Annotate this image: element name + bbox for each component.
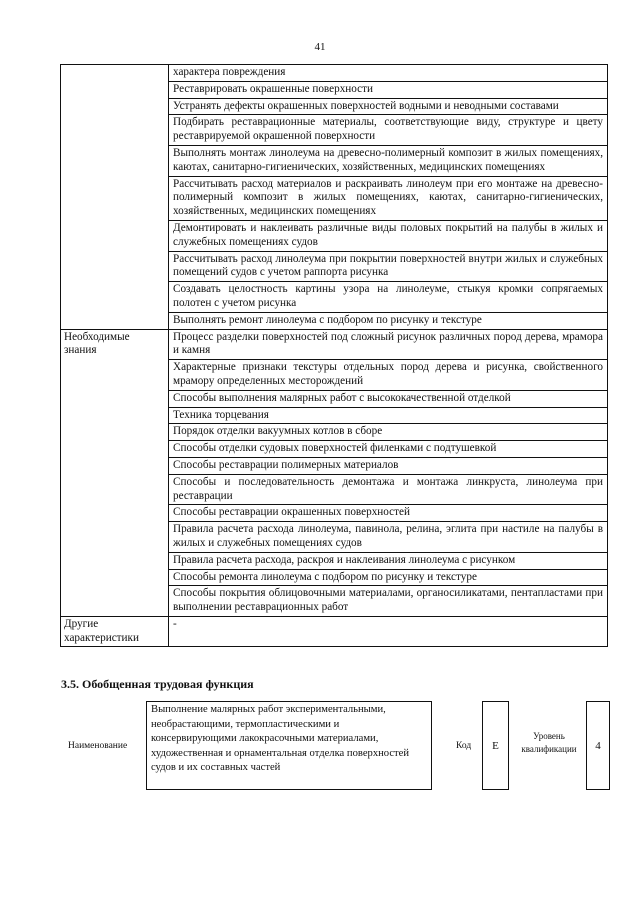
page-number: 41 [314, 41, 326, 53]
row-item-text: Способы реставрации окрашенных поверхностей [169, 505, 608, 522]
row-item-text: Правила расчета расхода, раскроя и наклеивания линолеума с рисунком [169, 552, 608, 569]
row-item-text: Выполнять ремонт линолеума с подбором по рисунку и текстуре [169, 312, 608, 329]
row-item-text: Процесс разделки поверхностей под сложный рисунок различных пород дерева, мрамора и камня [169, 329, 608, 360]
row-item-text: Характерные признаки текстуры отдельных пород дерева и рисунка, свойственного мрамору определенных месторождений [169, 360, 608, 391]
row-item-text: Подбирать реставрационные материалы, соответствующие виду, структуре и цвету реставрируемой окрашенной поверхности [169, 115, 608, 146]
row-item-text: Способы покрытия облицовочными материалами, органосиликатами, пентапластами при выполнении реставрационных работ [169, 586, 608, 617]
qualification-level-value: 4 [586, 701, 610, 790]
table-row [61, 65, 608, 82]
row-item-text: Рассчитывать расход материалов и раскраивать линолеум при его монтаже на древесно-полимерный композит в жилых помещениях, каютах, санитарно-гигиенических, хозяйственных, медицинских помещениях [169, 176, 608, 220]
row-item-text: Выполнять монтаж линолеума на древесно-полимерный композит в жилых помещениях, каютах, санитарно-гигиенических, хозяйственных, медицинских помещениях [169, 145, 608, 176]
row-item-text: Способы реставрации полимерных материалов [169, 457, 608, 474]
row-item-text: Способы и последовательность демонтажа и монтажа линкруста, линолеума при реставрации [169, 474, 608, 505]
row-category-label [61, 65, 169, 330]
qualification-level-label: Уровень квалификации [521, 731, 577, 754]
row-item-text: Рассчитывать расход линолеума при покрытии поверхностей внутри жилых и служебных помещений судов с учетом раппорта рисунка [169, 251, 608, 282]
row-item-text: Создавать целостность картины узора на линолеуме, стыкуя кромки сопрягаемых полотен с учетом рисунка [169, 282, 608, 313]
row-item-text: Устранять дефекты окрашенных поверхностей водными и неводными составами [169, 98, 608, 115]
row-item-text: Реставрировать окрашенные поверхности [169, 81, 608, 98]
name-label: Наименование [68, 741, 128, 751]
row-item-text: Техника торцевания [169, 407, 608, 424]
row-item-text: Правила расчета расхода линолеума, павинола, релина, эглита при настиле на палубы в жилых и служебных помещениях судов [169, 522, 608, 553]
table-row [61, 616, 608, 647]
row-category-label: Другие характеристики [61, 616, 169, 647]
row-item-text: Способы ремонта линолеума с подбором по рисунку и текстуре [169, 569, 608, 586]
competency-table [60, 64, 608, 647]
row-category-label: Необходимые знания [61, 329, 169, 616]
table-row [61, 329, 608, 360]
row-item-text: Демонтировать и наклеивать различные виды половых покрытий на палубы в жилых и служебных помещениях судов [169, 220, 608, 251]
row-item-text: Способы выполнения малярных работ с высококачественной отделкой [169, 390, 608, 407]
section-heading: 3.5. Обобщенная трудовая функция [61, 677, 254, 691]
row-item-text: - [169, 616, 608, 647]
function-name-value: Выполнение малярных работ экспериментальными, необрастающими, термопластическими и консервирующими лакокрасочными материалами, художественная и орнаментальная отделка поверхностей судов и их составных частей [146, 701, 432, 790]
row-item-text: Способы отделки судовых поверхностей филенками с подтушевкой [169, 441, 608, 458]
row-item-text: Порядок отделки вакуумных котлов в сборе [169, 424, 608, 441]
row-item-text: характера повреждения [169, 65, 608, 82]
code-label: Код [456, 741, 472, 751]
code-value: E [482, 701, 509, 790]
